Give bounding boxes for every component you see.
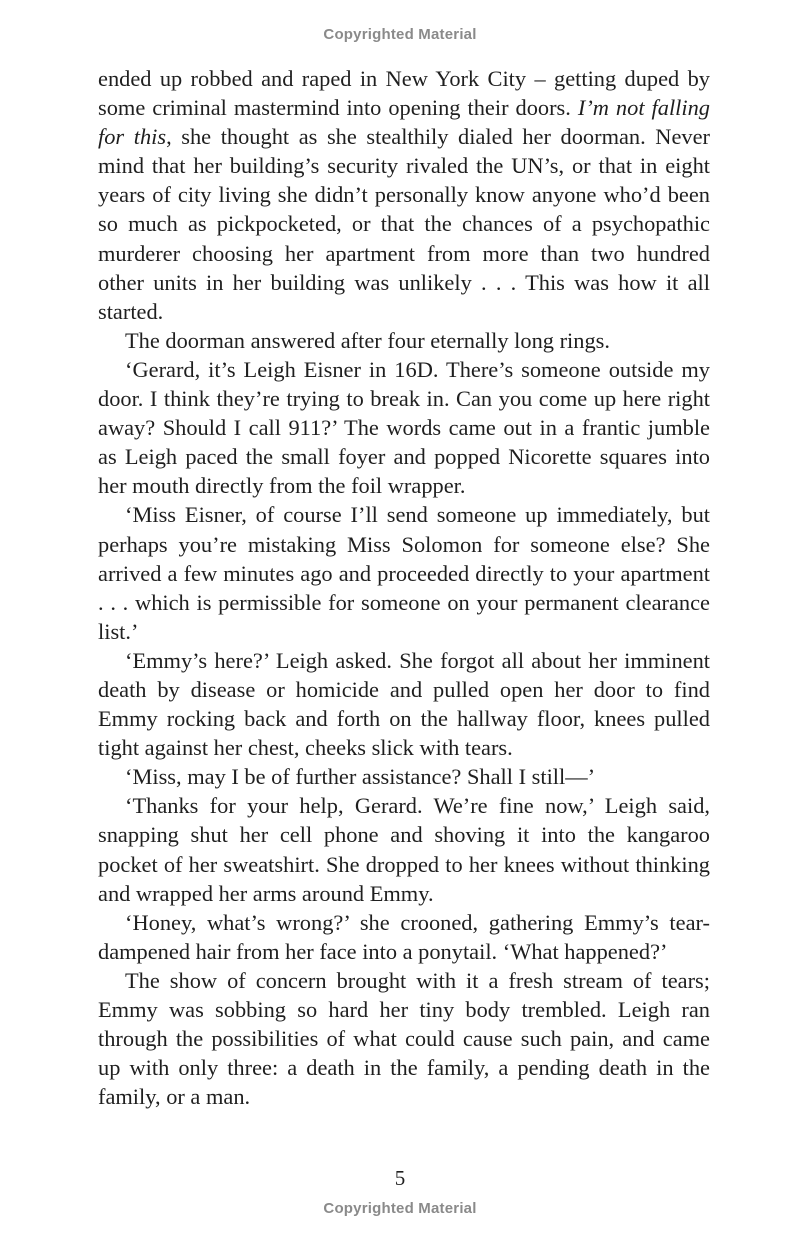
paragraph [98,966,710,1111]
paragraph [98,791,710,907]
text-run: , she thought as she stealthily dialed her doorman. Never mind that her building’s security rivaled the UN’s, or that in eight years of city living she didn’t personally know anyone who’d been so much as pickpocketed, or that the chances of a psychopathic murderer choosing her apartment from more than two hundred other units in her building was unlikely . . . This was how it all started. [98,124,711,324]
text-run: ended up robbed and raped in New York City – getting duped by some criminal mastermind into opening their doors. [98,66,710,121]
text-run: ‘Honey, what’s wrong?’ she crooned, gathering Emmy’s tear-dampened hair from her face into a ponytail. ‘What happened?’ [98,909,710,964]
text-run: ‘Miss, may I be of further assistance? Shall I still—’ [125,764,596,790]
paragraph [98,326,710,355]
paragraph [98,64,710,326]
text-run: The show of concern brought with it a fresh stream of tears; Emmy was sobbing so hard her tiny body trembled. Leigh ran through the possibilities of what could cause such pain, and came up with only three: a death in the family, a pending death in the family, or a man. [98,967,710,1110]
text-run: The doorman answered after four eternally long rings. [125,327,610,353]
italic-text-run: I’m not falling for this [98,95,710,150]
paragraph [98,908,710,966]
paragraph [98,500,710,645]
text-run: ‘Thanks for your help, Gerard. We’re fine now,’ Leigh said, snapping shut her cell phone and shoving it into the kangaroo pocket of her sweatshirt. She dropped to her knees without thinking and wrapped her arms around Emmy. [98,793,710,906]
text-run: ‘Gerard, it’s Leigh Eisner in 16D. There’s someone outside my door. I think they’re trying to break in. Can you come up here right away? Should I call 911?’ The words came out in a frantic jumble as Leigh paced the small foyer and popped Nicorette squares into her mouth directly from the foil wrapper. [98,356,710,499]
page-number: 5 [394,1166,406,1190]
text-run: ‘Emmy’s here?’ Leigh asked. She forgot all about her imminent death by disease or homicide and pulled open her door to find Emmy rocking back and forth on the hallway floor, knees pulled tight against her chest, cheeks slick with tears. [98,647,710,761]
copyright-watermark-bottom: Copyrighted Material [323,1200,477,1217]
paragraph [98,762,710,791]
copyright-watermark-top: Copyrighted Material [323,26,477,43]
paragraph [98,355,710,500]
body-text [98,64,710,1111]
paragraph [98,646,710,762]
text-run: ‘Miss Eisner, of course I’ll send someone up immediately, but perhaps you’re mistaking Miss Solomon for someone else? She arrived a few minutes ago and proceeded directly to your apartment . . . which is permissible for someone on your permanent clearance list.’ [98,502,710,644]
